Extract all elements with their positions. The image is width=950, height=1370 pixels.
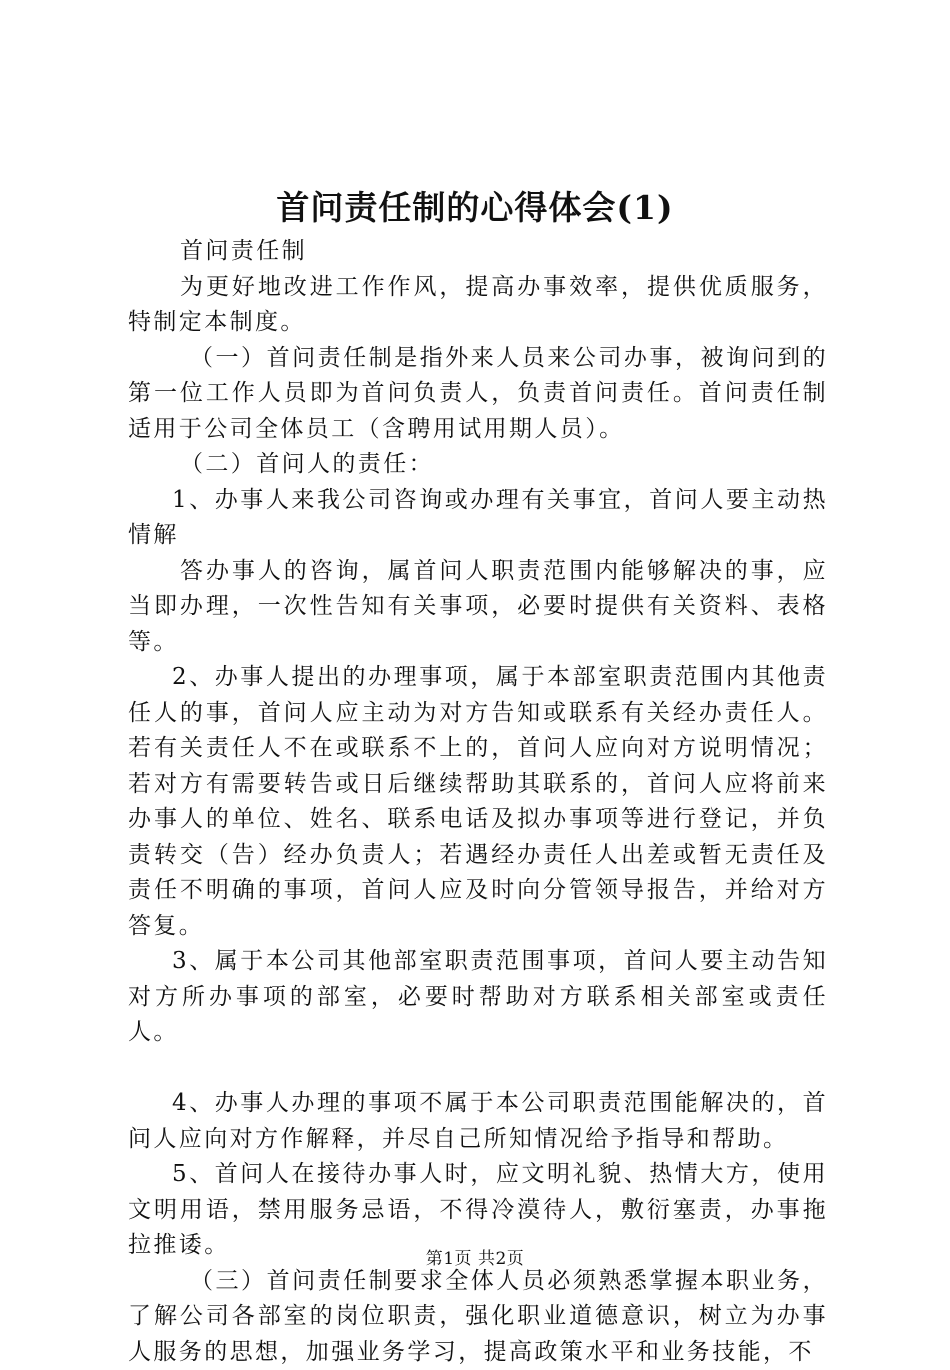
paragraph-intro: 为更好地改进工作作风，提高办事效率，提供优质服务，特制定本制度。	[128, 270, 828, 341]
paragraph-section-three: （三）首问责任制要求全体人员必须熟悉掌握本职业务，了解公司各部室的岗位职责，强化职业道德意识，树立为办事人服务的思想，加强业务学习，提高政策水平和业务技能，不	[128, 1264, 828, 1370]
paragraph-spacer	[128, 1051, 828, 1087]
paragraph-heading: 首问责任制	[128, 234, 828, 270]
document-title: 首问责任制的心得体会(1)	[0, 182, 950, 229]
paragraph-item-1-continued: 答办事人的咨询，属首问人职责范围内能够解决的事，应当即办理，一次性告知有关事项，必要时提供有关资料、表格等。	[128, 554, 828, 661]
document-body	[128, 234, 828, 1370]
page-number-footer: 第1页 共2页	[0, 1244, 950, 1269]
paragraph-item-5: 5、首问人在接待办事人时，应文明礼貌、热情大方，使用文明用语，禁用服务忌语，不得冷漠待人，敷衍塞责，办事拖拉推诿。	[128, 1157, 828, 1264]
paragraph-section-one: （一）首问责任制是指外来人员来公司办事，被询问到的第一位工作人员即为首问负责人，负责首问责任。首问责任制适用于公司全体员工（含聘用试用期人员）。	[128, 341, 828, 448]
paragraph-item-4: 4、办事人办理的事项不属于本公司职责范围能解决的，首问人应向对方作解释，并尽自己所知情况给予指导和帮助。	[128, 1086, 828, 1157]
paragraph-item-1: 1、办事人来我公司咨询或办理有关事宜，首问人要主动热情解	[128, 483, 828, 554]
paragraph-item-3: 3、属于本公司其他部室职责范围事项，首问人要主动告知对方所办事项的部室，必要时帮助对方联系相关部室或责任人。	[128, 944, 828, 1051]
paragraph-section-two-heading: （二）首问人的责任：	[128, 447, 828, 483]
paragraph-item-2: 2、办事人提出的办理事项，属于本部室职责范围内其他责任人的事，首问人应主动为对方告知或联系有关经办责任人。若有关责任人不在或联系不上的，首问人应向对方说明情况；若对方有需要转告或日后继续帮助其联系的，首问人应将前来办事人的单位、姓名、联系电话及拟办事项等进行登记，并负责转交（告）经办负责人；若遇经办责任人出差或暂无责任及责任不明确的事项，首问人应及时向分管领导报告，并给对方答复。	[128, 660, 828, 944]
